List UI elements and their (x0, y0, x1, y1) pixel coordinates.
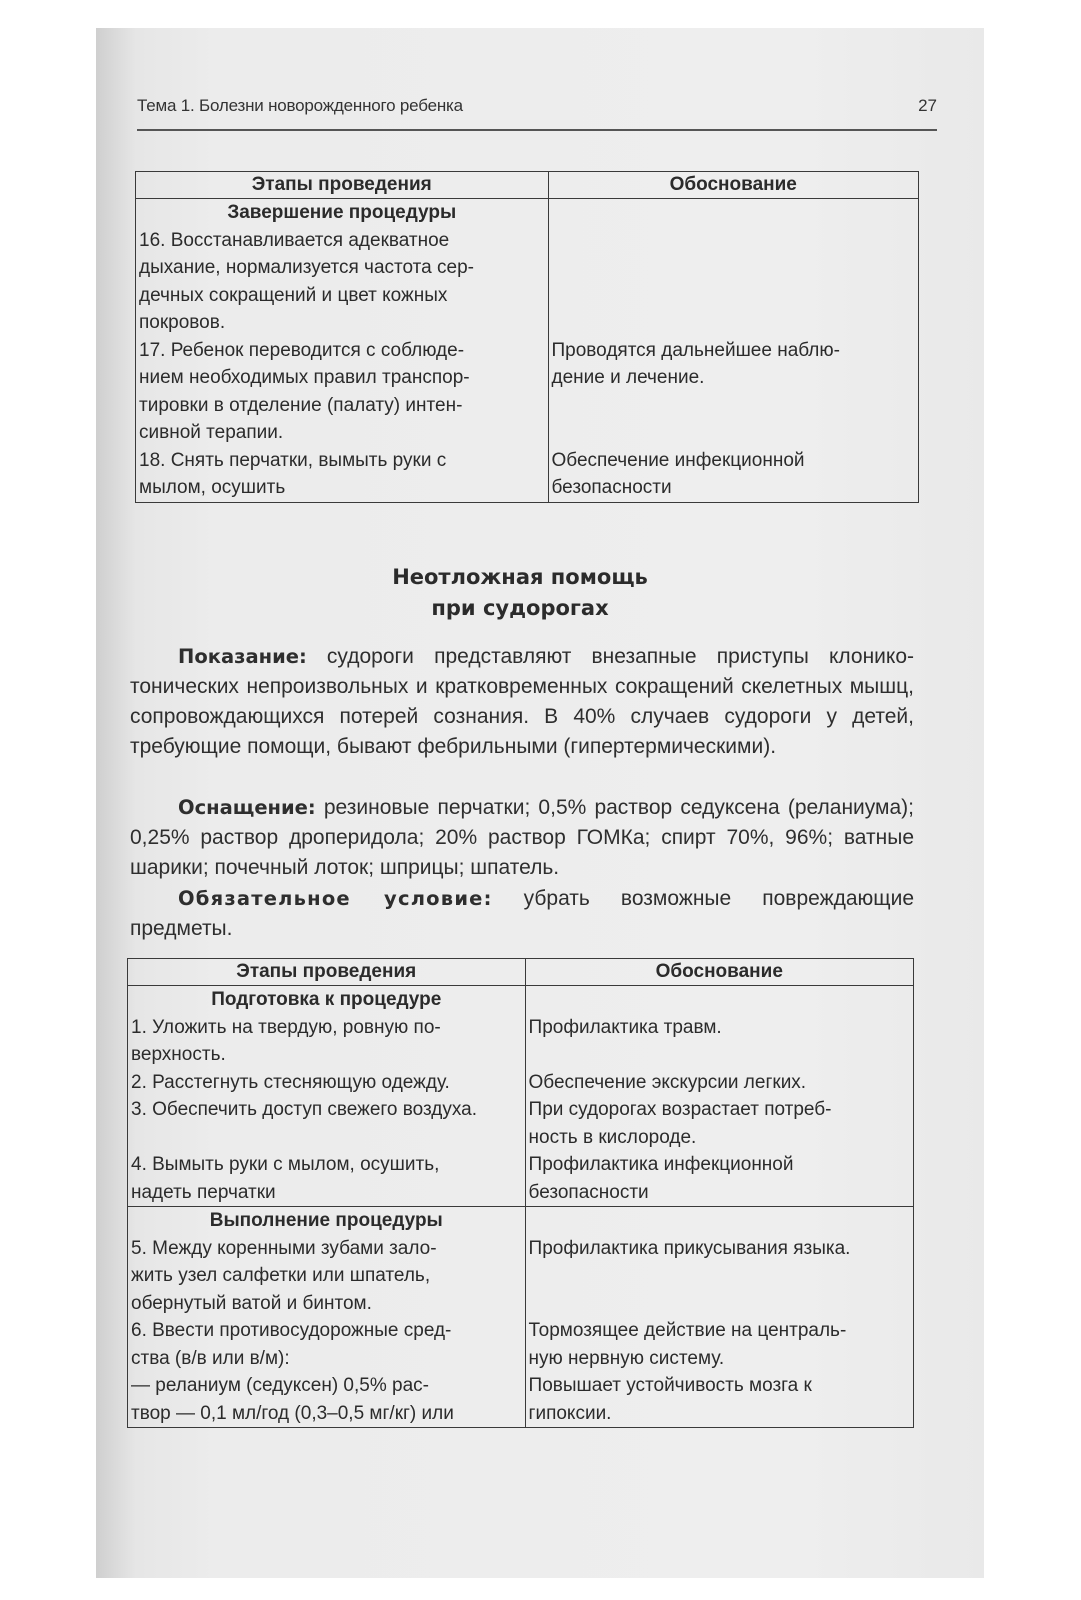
step-line: 16. Восстанавливается адекватное (139, 229, 450, 251)
col-header-stages: Этапы проведения (128, 959, 526, 986)
procedure-table-seizures (127, 958, 914, 1428)
equipment-label: Оснащение: (178, 796, 316, 819)
section-title: Выполнение процедуры (209, 1210, 443, 1231)
step-line: 1. Уложить на твердую, ровную по- (131, 1016, 441, 1038)
table-row (128, 1207, 914, 1428)
indication-label: Показание: (178, 645, 307, 668)
rationale-cell (548, 199, 919, 503)
stages-cell (128, 1207, 526, 1428)
table-row (128, 986, 914, 1207)
step-line: сивной терапии. (139, 422, 284, 443)
step-2 (131, 1069, 522, 1097)
rationale-line: При судорогах возрастает потреб- (528, 1099, 832, 1120)
rationale-spacer (529, 1207, 910, 1235)
step-line: дечных сокращений и цвет кожных (139, 284, 448, 306)
stages-cell (128, 986, 526, 1207)
indication-text: судороги представляют внезапные приступы клонико-тонических непроизвольных и кратковременных сокращений скелетных мышц, сопровождающихся потерей сознания. В 40% случаев судороги у детей, требующие помощи, бывают фебрильными (гипертермическими). (130, 645, 914, 758)
rationale-line: Повышает устойчивость мозга к (528, 1375, 812, 1396)
step-line: верхность. (131, 1044, 226, 1065)
step-17 (139, 337, 545, 447)
col-header-rationale: Обоснование (525, 959, 913, 986)
step-line: 3. Обеспечить доступ свежего воздуха. (131, 1099, 478, 1120)
section-heading-line1: Неотложная помощь (392, 565, 648, 589)
rationale-3 (529, 1096, 910, 1151)
equipment-text: резиновые перчатки; 0,5% раствор седуксена (реланиума); 0,25% раствор дроперидола; 20% раствор ГОМКа; спирт 70%, 96%; ватные шарики; почечный лоток; шприцы; шпатель. (130, 796, 914, 879)
indication-paragraph (130, 642, 914, 762)
step-line: надеть перчатки (131, 1181, 276, 1203)
step-line: жить узел салфетки или шпатель, (131, 1265, 431, 1286)
step-line: 5. Между коренными зубами зало- (131, 1237, 437, 1259)
condition-text: убрать возможные повреждающие предметы. (130, 887, 914, 940)
rationale-spacer (529, 986, 910, 1014)
running-header-title: Тема 1. Болезни новорожденного ребенка (137, 96, 463, 115)
rationale-cell (525, 1207, 913, 1428)
rationale-17 (552, 337, 916, 447)
step-16 (139, 227, 545, 337)
rationale-18 (552, 447, 916, 502)
step-1 (131, 1014, 522, 1069)
table-row (136, 199, 919, 503)
rationale-line: ную нервную систему. (528, 1347, 725, 1369)
condition-paragraph (130, 884, 914, 944)
step-line: 18. Снять перчатки, вымыть руки с (139, 449, 447, 471)
condition-label: Обязательное условие: (178, 887, 493, 910)
step-line: покровов. (139, 312, 226, 333)
section-heading-line2: при судорогах (431, 596, 609, 620)
step-line: 6. Ввести противосудорожные сред- (131, 1320, 452, 1341)
rationale-line: Тормозящее действие на централь- (528, 1320, 847, 1341)
rationale-line: гипоксии. (528, 1402, 612, 1424)
step-line: 17. Ребенок переводится с соблюде- (139, 339, 465, 361)
step-line: нием необходимых правил транспор- (139, 367, 470, 388)
rationale-line: Профилактика инфекционной (528, 1154, 794, 1175)
rationale-1 (529, 1014, 910, 1069)
step-6-drug (131, 1372, 522, 1427)
procedure-table-completion (135, 171, 919, 503)
step-line: дыхание, нормализуется частота сер- (139, 257, 474, 278)
rationale-6-drug (529, 1372, 910, 1427)
step-5 (131, 1235, 522, 1318)
rationale-6 (529, 1317, 910, 1372)
rationale-spacer (552, 199, 916, 337)
step-line: 4. Вымыть руки с мылом, осушить, (131, 1154, 440, 1175)
header-rule (137, 129, 937, 131)
rationale-4 (529, 1151, 910, 1206)
section-heading (320, 562, 720, 624)
rationale-line: Обеспечение экскурсии легких. (528, 1071, 807, 1093)
section-title: Подготовка к процедуре (211, 989, 442, 1010)
rationale-line: Профилактика травм. (528, 1016, 722, 1038)
running-header (137, 96, 937, 120)
step-3 (131, 1096, 522, 1151)
step-line: тировки в отделение (палату) интен- (139, 394, 463, 416)
step-line: мылом, осушить (139, 477, 286, 498)
step-18 (139, 447, 545, 502)
section-title: Завершение процедуры (227, 202, 457, 223)
stages-cell (136, 199, 549, 503)
equipment-paragraph (130, 793, 914, 883)
step-line: ства (в/в или в/м): (131, 1347, 290, 1369)
step-line: — реланиум (седуксен) 0,5% рас- (131, 1375, 429, 1396)
rationale-2 (529, 1069, 910, 1097)
step-6 (131, 1317, 522, 1372)
rationale-line: ность в кислороде. (528, 1126, 697, 1148)
step-4 (131, 1151, 522, 1206)
rationale-5 (529, 1235, 910, 1318)
rationale-line: безопасности (551, 477, 672, 498)
table-header-row (128, 959, 914, 986)
step-line: твор — 0,1 мл/год (0,3–0,5 мг/кг) или (131, 1402, 454, 1424)
rationale-line: дение и лечение. (551, 367, 705, 388)
col-header-rationale: Обоснование (548, 172, 919, 199)
rationale-line: Профилактика прикусывания языка. (528, 1237, 851, 1259)
table-header-row (136, 172, 919, 199)
rationale-line: Обеспечение инфекционной (551, 449, 805, 471)
step-line: обернутый ватой и бинтом. (131, 1292, 372, 1314)
page-number: 27 (918, 96, 937, 115)
rationale-cell (525, 986, 913, 1207)
step-line: 2. Расстегнуть стесняющую одежду. (131, 1071, 450, 1093)
rationale-line: безопасности (528, 1181, 649, 1203)
col-header-stages: Этапы проведения (136, 172, 549, 199)
rationale-line: Проводятся дальнейшее наблю- (551, 339, 840, 361)
